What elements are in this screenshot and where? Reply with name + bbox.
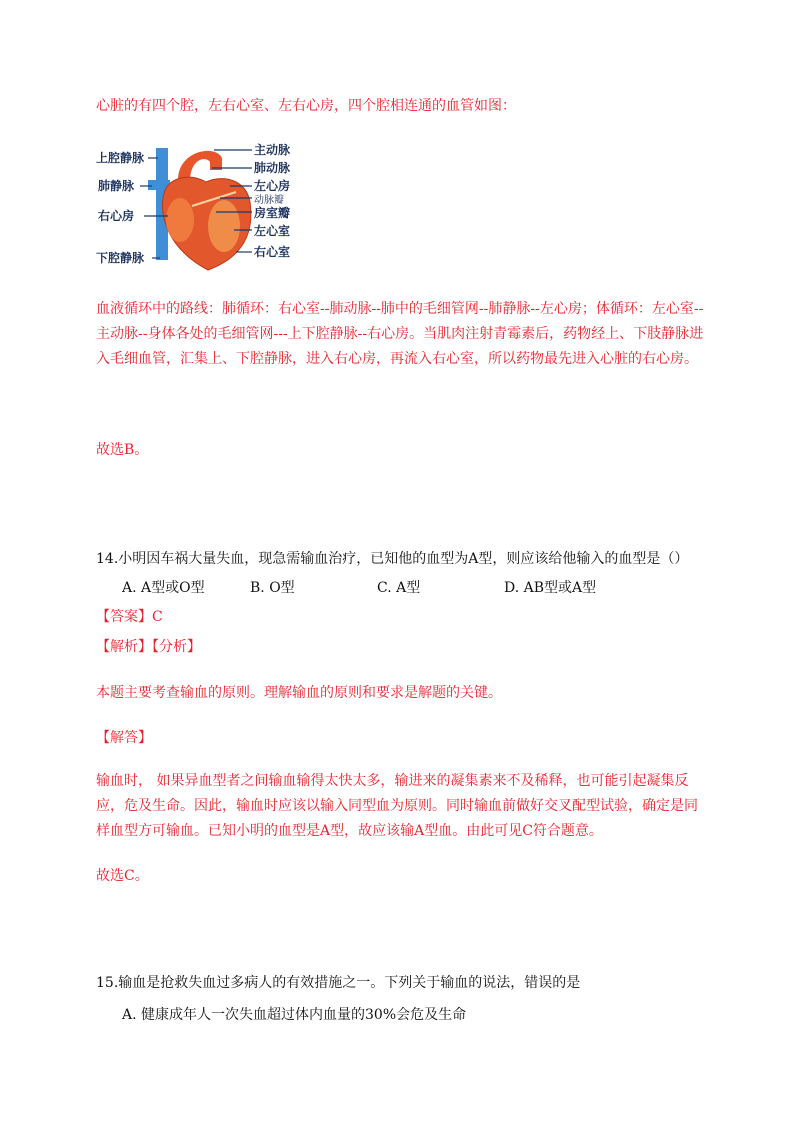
label-left-ventricle: 左心室 bbox=[254, 224, 291, 238]
q14-stem: 14.小明因车祸大量失血，现急需输血治疗，已知他的血型为A型，则应该给他输入的血型是（） bbox=[96, 551, 689, 567]
q15-option-a: A. 健康成年人一次失血超过体内血量的30%会危及生命 bbox=[122, 1007, 467, 1023]
answer-13-final: 故选B。 bbox=[96, 442, 149, 458]
label-pulmonary-artery: 肺动脉 bbox=[254, 161, 291, 175]
q15-stem: 15.输血是抢救失血过多病人的有效措施之一。下列关于输血的说法，错误的是 bbox=[96, 975, 581, 991]
label-pulmonary-vein: 肺静脉 bbox=[98, 179, 135, 193]
q14-option-d: D. AB型或A型 bbox=[504, 580, 597, 596]
heart-diagram bbox=[96, 140, 310, 276]
label-right-ventricle: 右心室 bbox=[254, 245, 291, 259]
right-atrium-shape bbox=[166, 198, 194, 242]
q14-analysis-label: 【解析】【分析】 bbox=[96, 639, 201, 655]
q14-option-c: C. A型 bbox=[377, 580, 421, 596]
q14-analysis-text: 本题主要考查输血的原则。理解输血的原则和要求是解题的关键。 bbox=[96, 685, 502, 701]
heart-illustration bbox=[96, 140, 310, 276]
label-arterial-valve: 动脉瓣 bbox=[254, 195, 284, 206]
label-aorta: 主动脉 bbox=[254, 143, 291, 157]
label-superior-vena-cava: 上腔静脉 bbox=[96, 151, 145, 165]
left-ventricle-shape bbox=[208, 200, 240, 252]
q14-solution-label: 【解答】 bbox=[96, 730, 152, 746]
q14-option-b: B. O型 bbox=[250, 580, 295, 596]
label-av-valve: 房室瓣 bbox=[254, 206, 291, 220]
q14-solution-text: 输血时， 如果异血型者之间输血输得太快太多，输进来的凝集素来不及稀释，也可能引起凝集反应，危及生命。因此，输血时应该以输入同型血为原则。同时输血前做好交叉配型试验，确定是同样血型方可输血。已知小明的血型是A型，故应该输A型血。由此可见C符合题意。 bbox=[96, 773, 698, 839]
label-inferior-vena-cava: 下腔静脉 bbox=[96, 251, 145, 265]
explanation-paragraph: 血液循环中的路线：肺循环：右心室--肺动脉--肺中的毛细管网--肺静脉--左心房；体循环：左心室--主动脉--身体各处的毛细管网---上下腔静脉--右心房。当肌肉注射青霉素后，药物经上、下肢静脉进入毛细血管，汇集上、下腔静脉，进入右心房，再流入右心室，所以药物最先进入心脏的右心房。 bbox=[96, 301, 704, 367]
label-left-atrium: 左心房 bbox=[254, 179, 291, 193]
label-right-atrium: 右心房 bbox=[98, 209, 135, 223]
intro-text: 心脏的有四个腔，左右心室、左右心房，四个腔相连通的血管如图： bbox=[96, 98, 516, 114]
q14-answer-label: 【答案】C bbox=[96, 609, 163, 625]
q14-option-a: A. A型或O型 bbox=[122, 580, 205, 596]
q14-final: 故选C。 bbox=[96, 868, 149, 884]
